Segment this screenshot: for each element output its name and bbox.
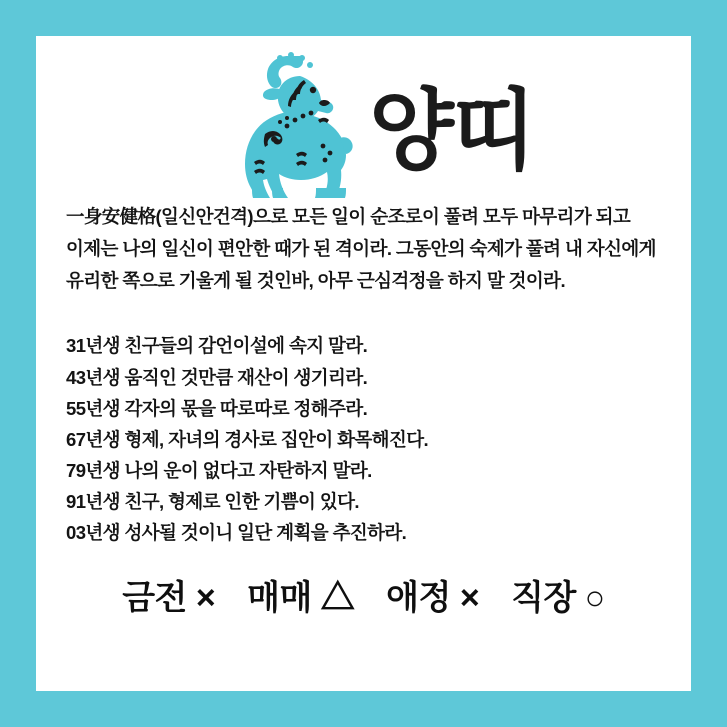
summary-trade-label: 매매 bbox=[247, 578, 312, 617]
sheep-zodiac-icon bbox=[192, 50, 367, 200]
fortune-paragraph: 一身安健格(일신안건격)으로 모든 일이 순조로이 풀려 모두 마무리가 되고 이제는 나의 일신이 편안한 때가 된 격이라. 그동안의 숙제가 풀려 내 자신에게 유리한 쪽으로 기울게 될 것인바, 아무 근심걱정을 하지 말 것이라. bbox=[66, 206, 656, 291]
list-item: 43년생 움직인 것만큼 재산이 생기리라. bbox=[66, 366, 368, 388]
summary-job-mark: ○ bbox=[584, 578, 605, 617]
list-item: 03년생 성사될 것이니 일단 계획을 추진하라. bbox=[66, 521, 407, 543]
list-item: 67년생 형제, 자녀의 경사로 집안이 화목해진다. bbox=[66, 428, 429, 450]
fortune-summary bbox=[66, 570, 661, 619]
summary-money-mark: × bbox=[195, 578, 216, 617]
summary-love-mark: × bbox=[459, 578, 480, 617]
summary-trade-mark: △ bbox=[320, 578, 355, 617]
fortune-card bbox=[36, 36, 691, 691]
list-item: 55년생 각자의 몫을 따로따로 정해주라. bbox=[66, 397, 368, 419]
summary-job-label: 직장 bbox=[511, 578, 576, 617]
list-item: 91년생 친구, 형제로 인한 기쁨이 있다. bbox=[66, 490, 359, 512]
card-body bbox=[36, 201, 691, 619]
summary-love-label: 애정 bbox=[386, 578, 451, 617]
list-item: 79년생 나의 운이 없다고 자탄하지 말라. bbox=[66, 459, 372, 481]
birth-year-fortune-list bbox=[66, 330, 661, 548]
summary-money-label: 금전 bbox=[122, 578, 187, 617]
card-header bbox=[36, 36, 691, 201]
page-title: 양띠 bbox=[368, 80, 536, 180]
list-item: 31년생 친구들의 감언이설에 속지 말라. bbox=[66, 335, 368, 357]
